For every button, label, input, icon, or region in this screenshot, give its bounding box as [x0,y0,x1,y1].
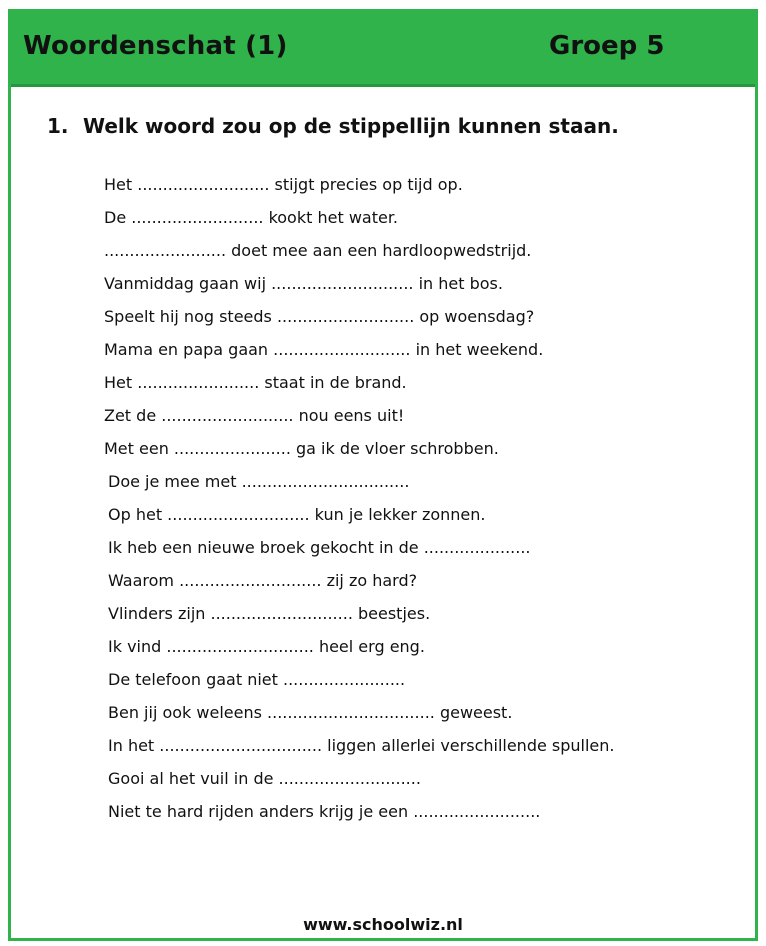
exercise-sentence: Speelt hij nog steeds ........................... op woensdag? [104,307,535,326]
exercise-sentence: Ik heb een nieuwe broek gekocht in de ..................... [108,538,531,557]
exercise-sentence: Vanmiddag gaan wij ............................ in het bos. [104,274,503,293]
worksheet-title: Woordenschat (1) [23,31,288,61]
exercise-sentence: Het .......................... stijgt precies op tijd op. [104,175,463,194]
exercise-sentence: Gooi al het vuil in de ............................ [108,769,421,788]
exercise-sentence: Vlinders zijn ............................ beestjes. [108,604,431,623]
exercise-sentence: ........................ doet mee aan een hardloopwedstrijd. [104,241,532,260]
exercise-sentence: Doe je mee met ................................. [108,472,410,491]
group-label: Groep 5 [549,31,665,61]
question-text: Welk woord zou op de stippellijn kunnen staan. [83,114,619,138]
exercise-sentence: Ik vind ............................. heel erg eng. [108,637,425,656]
worksheet [8,9,758,941]
exercise-sentence: Niet te hard rijden anders krijg je een ......................... [108,802,541,821]
header-banner [11,12,755,87]
exercise-sentence: Zet de .......................... nou eens uit! [104,406,405,425]
exercise-sentence: Met een ....................... ga ik de vloer schrobben. [104,439,499,458]
question-number: 1. [47,114,69,138]
exercise-sentence: Waarom ............................ zij zo hard? [108,571,418,590]
question-heading [47,114,619,138]
exercise-sentence: In het ................................ liggen allerlei verschillende spullen. [108,736,615,755]
exercise-sentence: Ben jij ook weleens ................................. geweest. [108,703,513,722]
exercise-sentence: Op het ............................ kun je lekker zonnen. [108,505,486,524]
footer-website: www.schoolwiz.nl [303,915,463,934]
exercise-sentence: Het ........................ staat in de brand. [104,373,407,392]
exercise-sentence: Mama en papa gaan ........................... in het weekend. [104,340,544,359]
exercise-sentence: De telefoon gaat niet ........................ [108,670,406,689]
exercise-sentence: De .......................... kookt het water. [104,208,399,227]
